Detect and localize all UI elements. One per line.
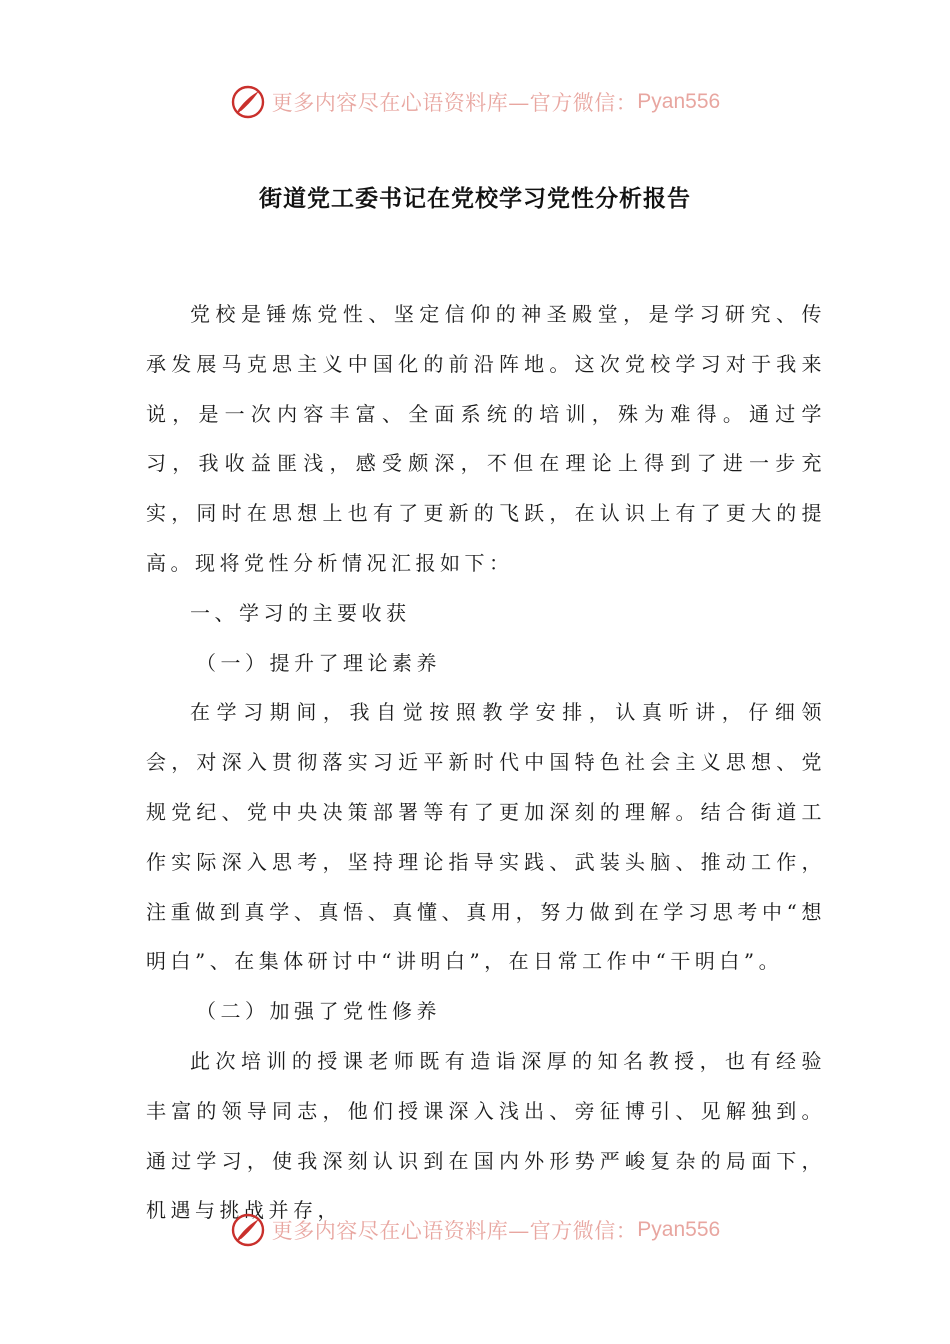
watermark-wechat-id: Pyan556 [637,1218,721,1241]
document-body [146,290,826,1236]
watermark-wechat-id: Pyan556 [637,90,721,113]
quill-pen-icon [230,1212,266,1248]
document-title: 街道党工委书记在党校学习党性分析报告 [259,185,691,212]
intro-paragraph: 党校是锤炼党性、坚定信仰的神圣殿堂，是学习研究、传承发展马克思主义中国化的前沿阵地。这次党校学习对于我来说，是一次内容丰富、全面系统的培训，殊为难得。通过学习，我收益匪浅，感受颇深，不但在理论上得到了进一步充实，同时在思想上也有了更新的飞跃，在认识上有了更大的提高。现将党性分析情况汇报如下： [146,302,826,575]
body-paragraph-1: 在学习期间，我自觉按照教学安排，认真听讲，仔细领会，对深入贯彻落实习近平新时代中国特色社会主义思想、党规党纪、党中央决策部署等有了更加深刻的理解。结合街道工作实际深入思考，坚持理论指导实践、武装头脑、推动工作，注重做到真学、真悟、真懂、真用，努力做到在学习思考中“想明白”、在集体研讨中“讲明白”，在日常工作中“干明白”。 [146,700,826,974]
watermark-banner-top [0,80,950,124]
quill-pen-icon [230,84,266,120]
watermark-text: 更多内容尽在心语资料库—官方微信： [271,91,638,115]
watermark-text: 更多内容尽在心语资料库—官方微信： [271,1219,638,1243]
watermark-banner-bottom [0,1208,950,1252]
body-paragraph-2: 此次培训的授课老师既有造诣深厚的知名教授，也有经验丰富的领导同志，他们授课深入浅出、旁征博引、见解独到。通过学习，使我深刻认识到在国内外形势严峻复杂的局面下，机遇与挑战并存， [146,1048,826,1223]
subsection-heading-1: （一）提升了理论素养 [196,650,441,675]
subsection-heading-2: （二）加强了党性修养 [196,999,441,1024]
section-heading-1: 一、学习的主要收获 [190,600,411,625]
